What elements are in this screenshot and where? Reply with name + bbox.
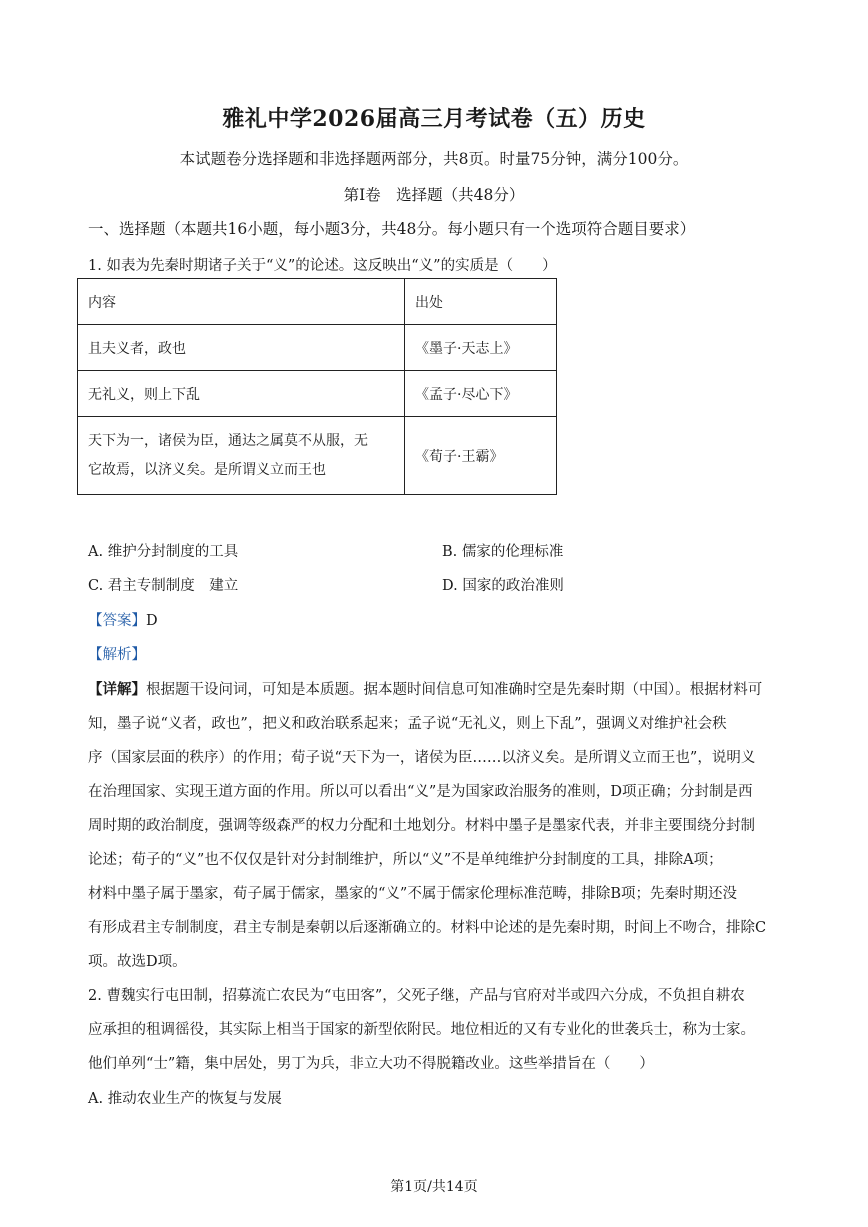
table-cell-content: 且夫义者，政也 bbox=[78, 325, 405, 371]
q2-option-a: A. 推动农业生产的恢复与发展 bbox=[88, 1091, 282, 1107]
q1-answer bbox=[88, 609, 158, 630]
q2-stem-line: 2. 曹魏实行屯田制，招募流亡农民为“屯田客”，父死子继，产品与官府对半或四六分成，不负担自耕农 bbox=[88, 988, 745, 1004]
q1-option-d: D. 国家的政治准则 bbox=[442, 578, 564, 594]
detail-line: 论述；荀子的“义”也不仅仅是针对分封制维护，所以“义”不是单纯维护分封制度的工具，排除A项； bbox=[88, 852, 723, 868]
q1-stem: 1. 如表为先秦时期诸子关于“义”的论述。这反映出“义”的实质是（ ） bbox=[88, 258, 557, 274]
detail-line: 项。故选D项。 bbox=[88, 954, 187, 970]
table-row bbox=[78, 325, 557, 371]
section-instruction: 一、选择题（本题共16小题，每小题3分，共48分。每小题只有一个选项符合题目要求） bbox=[88, 220, 696, 238]
detail-line: 材料中墨子属于墨家，荀子属于儒家，墨家的“义”不属于儒家伦理标准范畴，排除B项；先秦时期还没 bbox=[88, 886, 737, 902]
section-header: 第Ⅰ卷 选择题（共48分） bbox=[343, 186, 525, 204]
detail-line: 有形成君主专制制度，君主专制是秦朝以后逐渐确立的。材料中论述的是先秦时期，时间上不吻合，排除C bbox=[88, 920, 767, 936]
table-cell-source: 《墨子·天志上》 bbox=[405, 325, 557, 371]
detail-line: 周时期的政治制度，强调等级森严的权力分配和土地划分。材料中墨子是墨家代表，并非主要围绕分封制 bbox=[88, 818, 755, 834]
detail-line: 在治理国家、实现王道方面的作用。所以可以看出“义”是为国家政治服务的准则，D项正确；分封制是西 bbox=[88, 784, 753, 800]
table-header-row bbox=[78, 279, 557, 325]
answer-value: D bbox=[146, 613, 158, 629]
table-cell-line: 天下为一，诸侯为臣，通达之属莫不从服，无 bbox=[88, 432, 368, 449]
table-row bbox=[78, 417, 557, 495]
detail-text: 根据题干设问词，可知是本质题。据本题时间信息可知准确时空是先秦时期（中国）。根据材料可 bbox=[146, 682, 763, 698]
detail-line: 序（国家层面的秩序）的作用；荀子说“天下为一，诸侯为臣……以济义矣。是所谓义立而王也”，说明义 bbox=[88, 750, 756, 766]
analysis-label: 【解析】 bbox=[88, 647, 146, 663]
answer-label: 【答案】 bbox=[88, 613, 146, 629]
table-header-source: 出处 bbox=[405, 279, 557, 325]
page-title: 雅礼中学2026届高三月考试卷（五）历史 bbox=[222, 106, 646, 132]
table-header-content: 内容 bbox=[78, 279, 405, 325]
detail-label: 【详解】 bbox=[88, 681, 146, 698]
q2-stem-line: 应承担的租调徭役，其实际上相当于国家的新型依附民。地位相近的又有专业化的世袭兵士，称为士家。 bbox=[88, 1022, 755, 1038]
detail-line bbox=[88, 678, 762, 699]
q1-option-b: B. 儒家的伦理标准 bbox=[442, 544, 564, 560]
page-footer: 第1页/共14页 bbox=[390, 1179, 478, 1195]
q1-table bbox=[77, 278, 557, 495]
q1-option-a: A. 维护分封制度的工具 bbox=[88, 544, 239, 560]
table-cell-content: 无礼义，则上下乱 bbox=[78, 371, 405, 417]
detail-line: 知，墨子说“义者，政也”，把义和政治联系起来；孟子说“无礼义，则上下乱”，强调义对维护社会秩 bbox=[88, 716, 727, 732]
q1-option-c: C. 君主专制制度 建立 bbox=[88, 578, 239, 594]
table-cell-line: 它故焉，以济义矣。是所谓义立而王也 bbox=[88, 461, 326, 478]
q2-stem-line: 他们单列“士”籍，集中居处，男丁为兵，非立大功不得脱籍改业。这些举措旨在（ ） bbox=[88, 1056, 654, 1072]
table-cell-source: 《荀子·王霸》 bbox=[405, 417, 557, 495]
table-cell-content bbox=[78, 417, 405, 495]
table-cell-source: 《孟子·尽心下》 bbox=[405, 371, 557, 417]
table-row bbox=[78, 371, 557, 417]
exam-info: 本试题卷分选择题和非选择题两部分，共8页。时量75分钟，满分100分。 bbox=[179, 150, 689, 168]
